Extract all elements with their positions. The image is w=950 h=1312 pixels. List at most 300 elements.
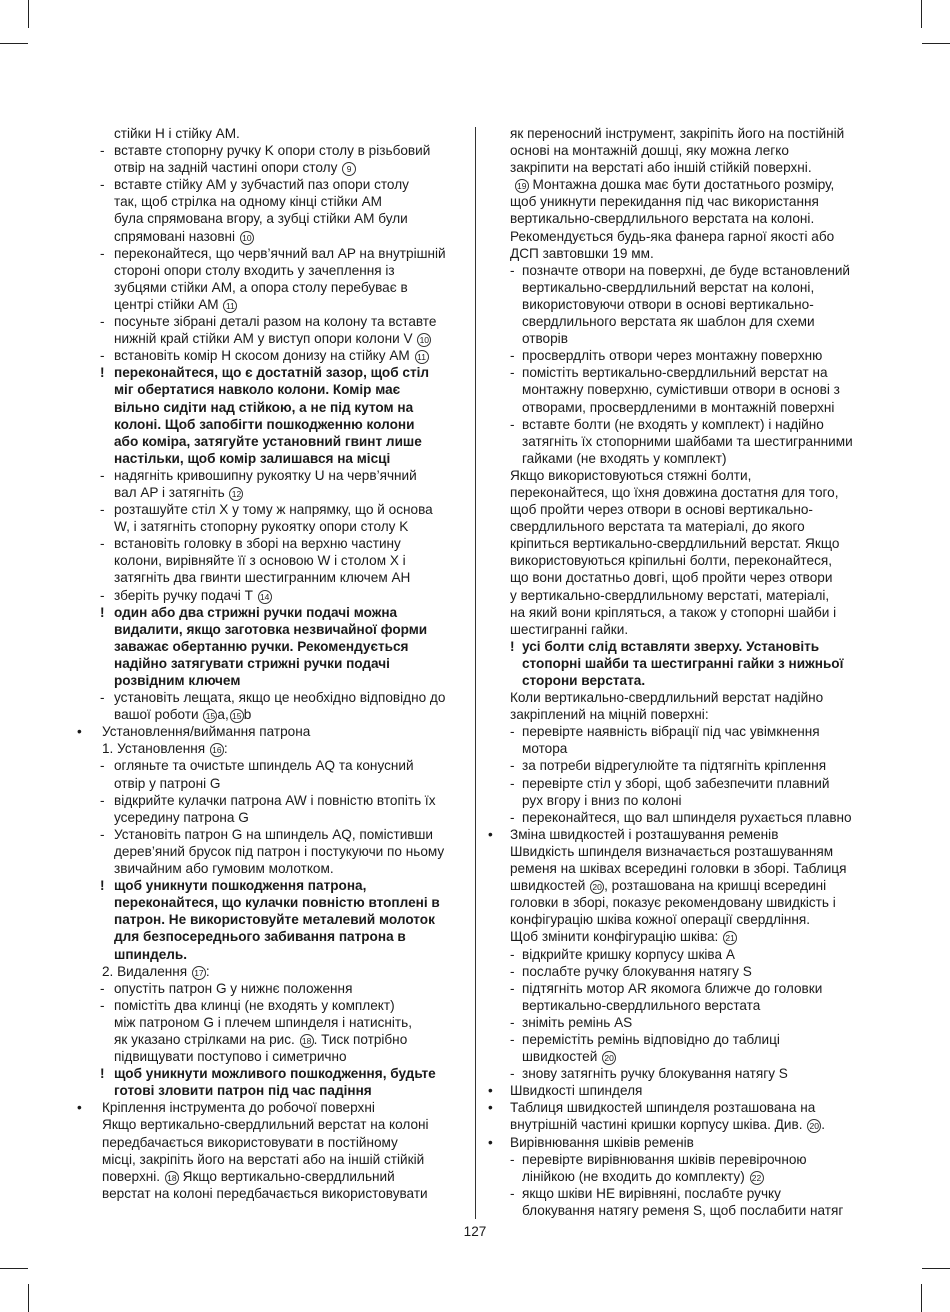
line-text: опустіть патрон G у нижнє положення bbox=[114, 980, 353, 996]
line-text: звичайним або гумовим молотком. bbox=[114, 861, 334, 877]
crop-mark-top-right-v bbox=[921, 0, 922, 28]
text-line bbox=[510, 552, 878, 569]
crop-mark-bottom-left-h bbox=[0, 1268, 28, 1269]
line-text: Кріплення інструмента до робочої поверхні bbox=[102, 1100, 375, 1116]
text-line bbox=[88, 381, 465, 398]
line-text: надійно затягувати стрижні ручки подачі bbox=[114, 655, 390, 671]
text-line bbox=[88, 1014, 465, 1031]
list-marker: - bbox=[100, 826, 105, 842]
text-line bbox=[88, 518, 465, 535]
list-marker: - bbox=[510, 775, 515, 791]
list-marker: - bbox=[510, 1031, 515, 1047]
line-text: у вертикально-свердлильному верстаті, матеріалі, bbox=[510, 587, 830, 603]
line-text: була спрямована вгору, а зубці стійки AM були bbox=[114, 211, 408, 227]
text-line bbox=[510, 911, 878, 928]
line-text: помістіть вертикально-свердлильний верстат на bbox=[522, 365, 828, 381]
line-text: знову затягніть ручку блокування натягу S bbox=[522, 1066, 788, 1082]
text-line bbox=[510, 467, 878, 484]
crop-mark-top-right-h bbox=[922, 43, 950, 44]
list-marker: - bbox=[100, 690, 105, 706]
list-marker: • bbox=[488, 1100, 493, 1116]
text-line bbox=[88, 416, 465, 433]
line-text: передбачається використовувати в постійному bbox=[102, 1134, 398, 1150]
line-text: Якщо використовуються стяжні болти, bbox=[510, 467, 752, 483]
text-line bbox=[88, 262, 465, 279]
line-text: вертикально-свердлильного верстата на колоні. bbox=[510, 211, 815, 227]
column-divider bbox=[475, 127, 476, 1219]
text-line bbox=[88, 569, 465, 586]
line-text: колоні. Щоб запобігти пошкодженню колони bbox=[114, 416, 415, 432]
text-line bbox=[88, 860, 465, 877]
list-marker: - bbox=[100, 245, 105, 261]
line-text: місці, закріпіть його на верстаті або на іншій стійкій bbox=[102, 1151, 425, 1167]
line-text: нижній край стійки AM у виступ опори колони V bbox=[114, 331, 413, 347]
line-text: позначте отвори на поверхні, де буде встановлений bbox=[522, 262, 851, 278]
figure-ref-number: 10 bbox=[240, 231, 254, 245]
list-marker: • bbox=[77, 724, 82, 740]
line-text-suffix: . bbox=[821, 1117, 826, 1133]
text-line bbox=[510, 142, 878, 159]
text-line bbox=[88, 347, 465, 364]
line-text: для безпосереднього забивання патрона в bbox=[114, 929, 406, 945]
line-text: конфігурацію шківа кожної операції свердління. bbox=[510, 912, 811, 928]
text-line bbox=[88, 330, 465, 347]
line-text-suffix: a, bbox=[217, 707, 229, 723]
line-text: Якщо вертикально-свердлильний верстат на колоні bbox=[102, 1117, 429, 1133]
line-text: вільно сидіти над стійкою, а не під кутом на bbox=[114, 399, 414, 415]
text-line bbox=[510, 1168, 878, 1185]
list-marker: ! bbox=[100, 1066, 105, 1082]
line-text-suffix: . Тиск потрібно bbox=[313, 1031, 408, 1047]
line-text: використовуючи отвори в основі вертикально- bbox=[522, 296, 814, 312]
text-line bbox=[510, 518, 878, 535]
list-marker: - bbox=[100, 758, 105, 774]
line-text: отвір на задній частині опори столу bbox=[114, 160, 338, 176]
text-line bbox=[88, 1048, 465, 1065]
text-line bbox=[510, 860, 878, 877]
text-line bbox=[88, 364, 465, 381]
text-line bbox=[88, 911, 465, 928]
figure-ref-number: 20 bbox=[602, 1051, 616, 1065]
text-line bbox=[88, 433, 465, 450]
line-text: стійки H і стійку AM. bbox=[114, 126, 240, 141]
text-line bbox=[510, 775, 878, 792]
text-line bbox=[88, 706, 465, 723]
line-text: встановіть головку в зборі на верхню частину bbox=[114, 536, 401, 552]
list-marker: - bbox=[510, 348, 515, 364]
text-line bbox=[510, 740, 878, 757]
line-text: центрі стійки AM bbox=[114, 296, 219, 312]
text-line bbox=[510, 279, 878, 296]
line-text: встановіть комір H скосом донизу на стійку AM bbox=[114, 348, 410, 364]
text-line bbox=[510, 843, 878, 860]
line-text: головки в зборі, показує рекомендовану швидкість і bbox=[510, 895, 836, 911]
line-text: розташуйте стіл X у тому ж напрямку, що й основа bbox=[114, 502, 433, 518]
text-line bbox=[510, 706, 878, 723]
line-text: 2. Видалення bbox=[102, 963, 188, 979]
list-marker: - bbox=[510, 1066, 515, 1082]
line-text: зніміть ремінь AS bbox=[522, 1014, 633, 1030]
line-text: один або два стрижні ручки подачі можна bbox=[114, 604, 398, 620]
line-text: посуньте зібрані деталі разом на колону та вставте bbox=[114, 314, 437, 330]
line-text-suffix: b bbox=[243, 707, 252, 723]
text-line bbox=[510, 1185, 878, 1202]
line-text: Вирівнювання шківів ременів bbox=[510, 1134, 694, 1150]
text-line bbox=[510, 587, 878, 604]
text-line bbox=[88, 467, 465, 484]
figure-ref-number: 15 bbox=[230, 709, 244, 723]
line-text: мотора bbox=[522, 741, 568, 757]
text-line bbox=[510, 210, 878, 227]
line-text: зубцями стійки AM, а опора столу перебуває в bbox=[114, 279, 408, 295]
line-text: патрон. Не використовуйте металевий молоток bbox=[114, 912, 435, 928]
line-text: вертикально-свердлильного верстата bbox=[522, 997, 761, 1013]
list-marker: - bbox=[510, 365, 515, 381]
text-line bbox=[510, 193, 878, 210]
figure-ref-number: 10 bbox=[417, 333, 431, 347]
list-marker: - bbox=[100, 348, 105, 364]
text-line bbox=[88, 1151, 465, 1168]
text-line bbox=[88, 484, 465, 501]
line-text: затягніть їх стопорними шайбами та шестигранними bbox=[522, 433, 853, 449]
text-line bbox=[88, 313, 465, 330]
list-marker: - bbox=[100, 177, 105, 193]
line-text: закріплений на міцній поверхні: bbox=[510, 707, 709, 723]
figure-ref-number: 16 bbox=[210, 743, 224, 757]
list-marker: - bbox=[510, 1151, 515, 1167]
text-line bbox=[510, 621, 878, 638]
text-line bbox=[510, 980, 878, 997]
text-line bbox=[510, 792, 878, 809]
figure-ref-number: 21 bbox=[723, 931, 737, 945]
text-line bbox=[88, 843, 465, 860]
text-line bbox=[510, 655, 878, 672]
text-line bbox=[510, 347, 878, 364]
line-text: свердлильного верстата як шаблон для схеми bbox=[522, 314, 815, 330]
text-line bbox=[88, 946, 465, 963]
text-line bbox=[488, 826, 878, 843]
text-line bbox=[88, 279, 465, 296]
text-line bbox=[88, 894, 465, 911]
text-line bbox=[88, 228, 465, 245]
figure-ref-number: 17 bbox=[192, 966, 206, 980]
line-text: стопорні шайби та шестигранні гайки з нижньої bbox=[522, 655, 844, 671]
text-line bbox=[510, 877, 878, 894]
text-line bbox=[88, 296, 465, 313]
text-line bbox=[510, 689, 878, 706]
text-line bbox=[88, 159, 465, 176]
list-marker: ! bbox=[100, 604, 105, 620]
text-line bbox=[510, 569, 878, 586]
line-text: вставте стійку AM у зубчастий паз опори столу bbox=[114, 177, 409, 193]
text-line bbox=[88, 1116, 465, 1133]
text-line bbox=[510, 262, 878, 279]
list-marker: - bbox=[510, 980, 515, 996]
line-text: заважає обертанню ручки. Рекомендується bbox=[114, 638, 409, 654]
text-line bbox=[510, 313, 878, 330]
text-line bbox=[510, 433, 878, 450]
line-text: вставте стопорну ручку K опори столу в різьбовий bbox=[114, 143, 431, 159]
text-line bbox=[510, 245, 878, 262]
crop-mark-bottom-left-v bbox=[28, 1284, 29, 1312]
text-line bbox=[510, 399, 878, 416]
text-line bbox=[510, 1151, 878, 1168]
text-line bbox=[88, 125, 465, 142]
list-marker: - bbox=[100, 587, 105, 603]
text-line bbox=[510, 330, 878, 347]
list-marker: - bbox=[100, 314, 105, 330]
line-text: підвищувати поступово і симетрично bbox=[114, 1049, 347, 1065]
text-line bbox=[88, 638, 465, 655]
line-text: вал AP і затягніть bbox=[114, 484, 225, 500]
line-text: відкрийте кулачки патрона AW і повністю втопіть їх bbox=[114, 792, 436, 808]
text-line bbox=[88, 450, 465, 467]
line-text: Зміна швидкостей і розташування ременів bbox=[510, 826, 779, 842]
figure-ref-number: 20 bbox=[590, 880, 604, 894]
text-line bbox=[510, 416, 878, 433]
line-text: ременя на шківах всередині головки в зборі. Таблиця bbox=[510, 861, 847, 877]
text-line bbox=[88, 980, 465, 997]
figure-ref-number: 14 bbox=[258, 590, 272, 604]
text-line bbox=[510, 997, 878, 1014]
list-marker: - bbox=[510, 1185, 515, 1201]
list-marker: ! bbox=[510, 638, 515, 654]
line-text: або коміра, затягуйте установний гвинт лише bbox=[114, 433, 422, 449]
text-line bbox=[510, 125, 878, 142]
list-marker: • bbox=[77, 1100, 82, 1116]
line-text: швидкостей bbox=[522, 1049, 598, 1065]
text-line bbox=[510, 894, 878, 911]
line-text: вертикально-свердлильний верстат на колоні, bbox=[522, 279, 815, 295]
list-marker: - bbox=[100, 997, 105, 1013]
line-text: затягніть два гвинти шестигранним ключем AH bbox=[114, 570, 411, 586]
line-text: свердлильного верстата та матеріалі, до якого bbox=[510, 519, 805, 535]
list-marker: ! bbox=[100, 365, 105, 381]
line-text: верстат на колоні передбачається використовувати bbox=[102, 1185, 428, 1201]
text-line bbox=[88, 963, 465, 980]
text-line bbox=[88, 210, 465, 227]
line-text: зберіть ручку подачі T bbox=[114, 587, 253, 603]
line-text: Швидкості шпинделя bbox=[510, 1083, 643, 1099]
line-text: лінійкою (не входить до комплекту) bbox=[522, 1168, 745, 1184]
list-marker: - bbox=[510, 946, 515, 962]
text-line bbox=[88, 792, 465, 809]
line-text: кріпиться вертикально-свердлильний верстат. Якщо bbox=[510, 536, 840, 552]
line-text: переконайтеся, що їхня довжина достатня для того, bbox=[510, 484, 839, 500]
text-line bbox=[88, 757, 465, 774]
line-text: огляньте та очистьте шпиндель AQ та конусний bbox=[114, 758, 414, 774]
text-line bbox=[88, 176, 465, 193]
list-marker: - bbox=[510, 1014, 515, 1030]
line-text: перевірте наявність вібрації під час увімкнення bbox=[522, 724, 820, 740]
crop-mark-bottom-right-v bbox=[921, 1284, 922, 1312]
line-text: переконайтеся, що кулачки повністю втоплені в bbox=[114, 895, 440, 911]
text-line bbox=[88, 604, 465, 621]
line-text: W, і затягніть стопорну рукоятку опори столу K bbox=[114, 519, 409, 535]
line-text: підтягніть мотор AR якомога ближче до головки bbox=[522, 980, 823, 996]
list-marker: - bbox=[510, 416, 515, 432]
text-line bbox=[88, 399, 465, 416]
line-text: розвідним ключем bbox=[114, 673, 241, 688]
line-text-suffix: , розташована на кришці всередині bbox=[604, 878, 827, 894]
line-text: видалити, якщо заготовка незвичайної форми bbox=[114, 621, 428, 637]
list-marker: - bbox=[100, 467, 105, 483]
line-text: спрямовані назовні bbox=[114, 228, 236, 244]
text-line bbox=[88, 689, 465, 706]
text-line bbox=[510, 484, 878, 501]
text-line bbox=[510, 672, 878, 689]
line-text: Швидкість шпинделя визначається розташуванням bbox=[510, 843, 834, 859]
line-text: усередину патрона G bbox=[114, 809, 249, 825]
line-text: відкрийте кришку корпусу шківа A bbox=[522, 946, 735, 962]
text-line bbox=[88, 928, 465, 945]
text-line bbox=[510, 176, 878, 193]
text-line bbox=[510, 381, 878, 398]
figure-ref-number: 19 bbox=[515, 179, 529, 193]
line-text: як указано стрілками на рис. bbox=[114, 1031, 295, 1047]
line-text: отворів bbox=[522, 331, 568, 347]
list-marker: - bbox=[100, 502, 105, 518]
figure-ref-number: 22 bbox=[750, 1171, 764, 1185]
figure-ref-number: 11 bbox=[223, 299, 237, 313]
text-line bbox=[510, 1202, 878, 1219]
text-line bbox=[488, 1099, 878, 1116]
text-line bbox=[510, 1048, 878, 1065]
list-marker: - bbox=[100, 143, 105, 159]
line-text: перевірте вирівнювання шківів перевірочною bbox=[522, 1151, 807, 1167]
line-text: вставте болти (не входять у комплект) і надійно bbox=[522, 416, 824, 432]
crop-mark-bottom-right-h bbox=[922, 1268, 950, 1269]
text-line bbox=[510, 1116, 878, 1133]
line-text-suffix: : bbox=[223, 741, 228, 757]
text-line bbox=[88, 1082, 465, 1099]
list-marker: - bbox=[100, 536, 105, 552]
line-text: закріпити на верстаті або іншій стійкій поверхні. bbox=[510, 160, 812, 176]
text-line bbox=[88, 142, 465, 159]
list-marker: - bbox=[510, 262, 515, 278]
line-text: що вони достатньо довгі, щоб пройти через отвори bbox=[510, 570, 833, 586]
list-marker: - bbox=[100, 792, 105, 808]
text-line bbox=[510, 809, 878, 826]
line-text: щоб уникнути пошкодження патрона, bbox=[114, 878, 367, 894]
line-text: Щоб змінити конфігурацію шківа: bbox=[510, 929, 719, 945]
line-text: швидкостей bbox=[510, 878, 586, 894]
line-text: вашої роботи bbox=[114, 707, 199, 723]
text-line bbox=[88, 826, 465, 843]
line-text: шестигранні гайки. bbox=[510, 621, 629, 637]
line-text: між патроном G і плечем шпинделя і натисніть, bbox=[114, 1014, 412, 1030]
figure-ref-number: 11 bbox=[415, 350, 429, 364]
line-text-suffix: Монтажна дошка має бути достатнього розміру, bbox=[528, 177, 835, 193]
list-marker: - bbox=[510, 724, 515, 740]
text-line bbox=[88, 1134, 465, 1151]
text-line bbox=[88, 193, 465, 210]
text-line bbox=[510, 1031, 878, 1048]
line-text: як переносний інструмент, закріпіть його на постійній bbox=[510, 126, 845, 141]
text-line bbox=[510, 501, 878, 518]
line-text: за потреби відрегулюйте та підтягніть кріплення bbox=[522, 758, 827, 774]
line-text: готові зловити патрон під час падіння bbox=[114, 1083, 372, 1099]
text-line bbox=[488, 1134, 878, 1151]
text-line bbox=[510, 638, 878, 655]
text-line bbox=[510, 1065, 878, 1082]
line-text: на який вони кріпляться, а також у стопорні шайби і bbox=[510, 604, 837, 620]
line-text: використовуються кріпильні болти, переконайтеся, bbox=[510, 553, 833, 569]
text-line bbox=[510, 946, 878, 963]
text-line bbox=[88, 809, 465, 826]
line-text: установіть лещата, якщо це необхідно відповідно до bbox=[114, 690, 446, 706]
text-line bbox=[510, 757, 878, 774]
line-text: Рекомендується будь-яка фанера гарної якості або bbox=[510, 228, 835, 244]
text-line bbox=[88, 587, 465, 604]
line-text: монтажну поверхню, сумістивши отвори в основі з bbox=[522, 382, 840, 398]
line-text: переконайтеся, що черв’ячний вал AP на внутрішній bbox=[114, 245, 446, 261]
text-line bbox=[510, 963, 878, 980]
line-text: стороні опори столу входить у зачеплення із bbox=[114, 262, 395, 278]
text-line bbox=[77, 723, 465, 740]
figure-ref-number: 9 bbox=[342, 162, 356, 176]
text-line bbox=[510, 723, 878, 740]
line-text: поверхні. bbox=[102, 1168, 161, 1184]
line-text-suffix: : bbox=[205, 963, 210, 979]
text-line bbox=[88, 997, 465, 1014]
text-line bbox=[88, 655, 465, 672]
figure-ref-number: 18 bbox=[300, 1034, 314, 1048]
text-line bbox=[88, 552, 465, 569]
text-line bbox=[510, 450, 878, 467]
line-text: 1. Установлення bbox=[102, 741, 206, 757]
text-line bbox=[88, 245, 465, 262]
text-line bbox=[510, 1014, 878, 1031]
text-line bbox=[510, 364, 878, 381]
line-text: дерев’яний брусок під патрон і постукуючи по ньому bbox=[114, 843, 445, 859]
figure-ref-number: 18 bbox=[165, 1171, 179, 1185]
line-text: усі болти слід вставляти зверху. Установіть bbox=[522, 638, 820, 654]
text-line bbox=[510, 604, 878, 621]
line-text: отворами, просвердленими в монтажній поверхні bbox=[522, 399, 835, 415]
text-line bbox=[77, 1099, 465, 1116]
line-text: щоб уникнути перекидання під час використання bbox=[510, 194, 819, 210]
text-line bbox=[510, 159, 878, 176]
list-marker: • bbox=[488, 1134, 493, 1150]
text-line bbox=[88, 1185, 465, 1202]
line-text: послабте ручку блокування натягу S bbox=[522, 963, 752, 979]
list-marker: - bbox=[510, 809, 515, 825]
text-line bbox=[88, 775, 465, 792]
line-text: внутрішній частині кришки корпусу шківа. Див. bbox=[510, 1117, 803, 1133]
figure-ref-number: 15 bbox=[203, 709, 217, 723]
crop-mark-top-left-h bbox=[0, 43, 28, 44]
list-marker: • bbox=[488, 1083, 493, 1099]
line-text: помістіть два клинці (не входять у комплект) bbox=[114, 997, 395, 1013]
line-text: якщо шківи НЕ вирівняні, послабте ручку bbox=[522, 1185, 781, 1201]
text-line bbox=[88, 535, 465, 552]
text-line bbox=[88, 1168, 465, 1185]
text-line bbox=[88, 740, 465, 757]
line-text: просвердліть отвори через монтажну поверхню bbox=[522, 348, 823, 364]
line-text: основі на монтажній дошці, яку можна легко bbox=[510, 143, 789, 159]
line-text: рух вгору і вниз по колоні bbox=[522, 792, 682, 808]
list-marker: • bbox=[488, 826, 493, 842]
line-text: перевірте стіл у зборі, щоб забезпечити плавний bbox=[522, 775, 830, 791]
list-marker: - bbox=[510, 758, 515, 774]
line-text: Установлення/виймання патрона bbox=[102, 724, 311, 740]
line-text: перемістіть ремінь відповідно до таблиці bbox=[522, 1031, 780, 1047]
line-text: щоб пройти через отвори в основі вертикально- bbox=[510, 502, 813, 518]
line-text: шпиндель. bbox=[114, 946, 188, 962]
line-text: Установіть патрон G на шпиндель AQ, помістивши bbox=[114, 826, 434, 842]
text-line bbox=[510, 535, 878, 552]
